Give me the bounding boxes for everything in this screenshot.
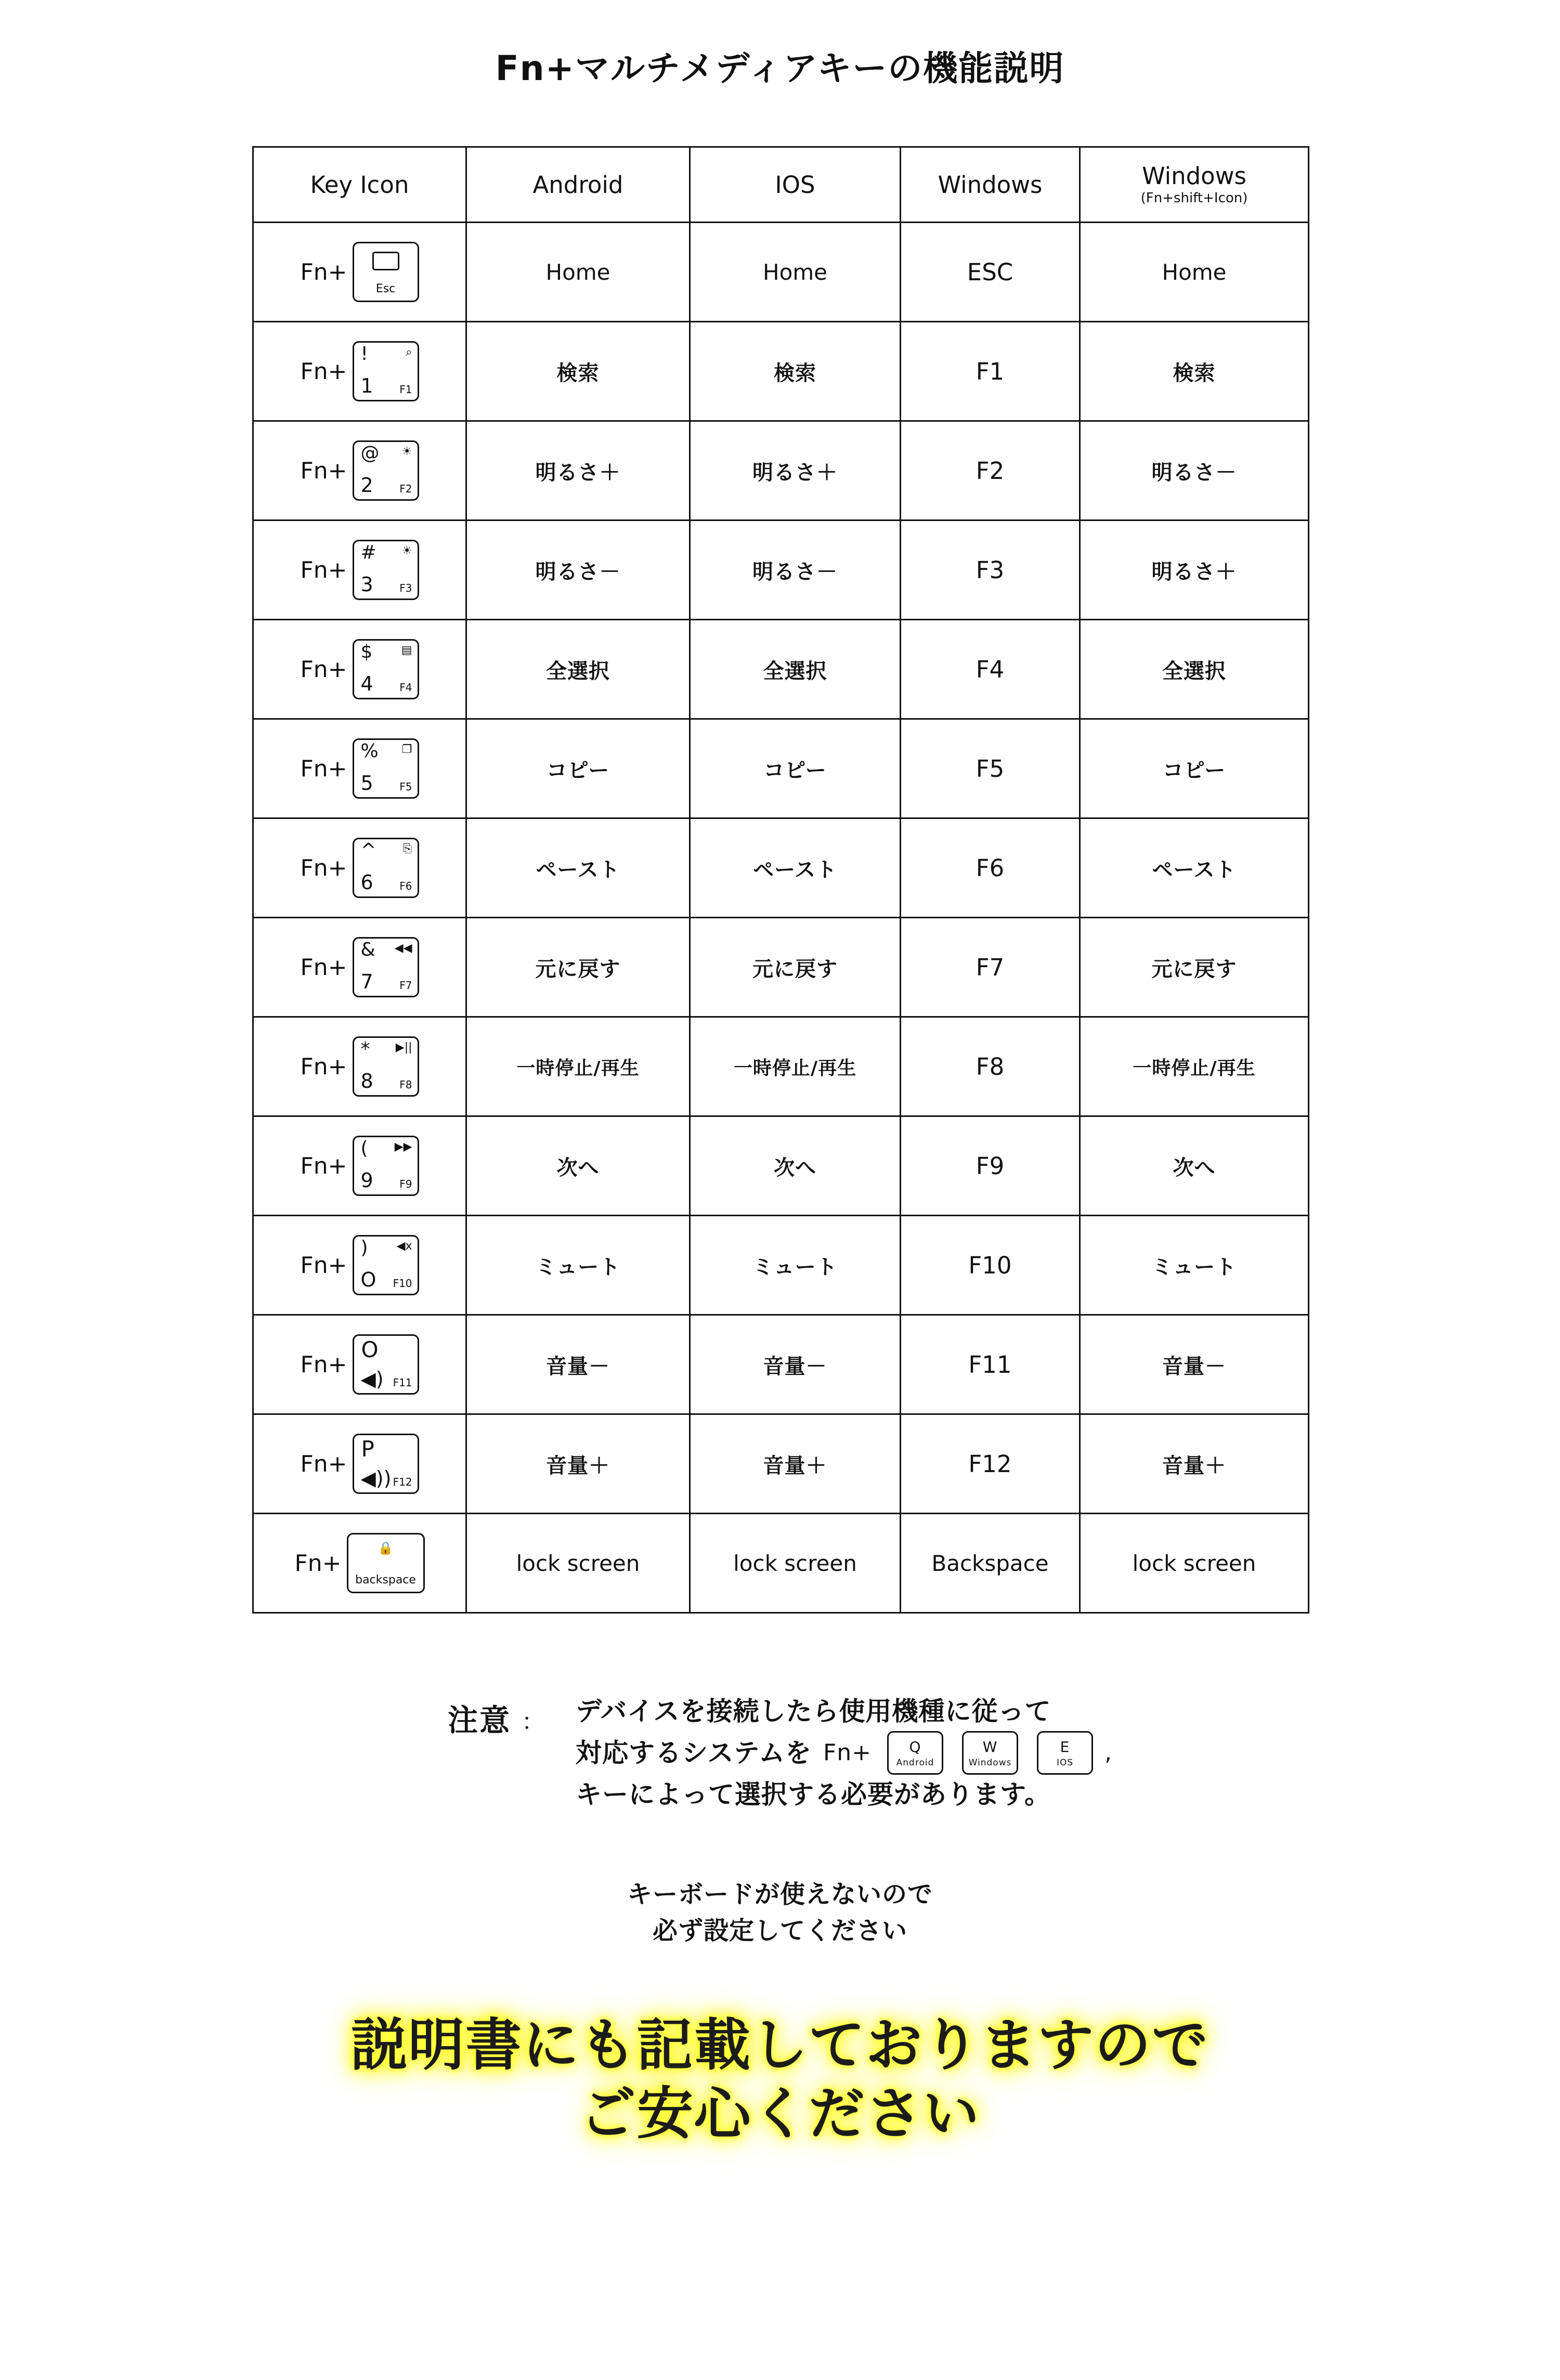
banner-line-1: 説明書にも記載しておりますので	[350, 2013, 1209, 2078]
table-row	[253, 918, 1309, 1017]
minikey-android-char: Q	[909, 1738, 921, 1755]
keycap-1	[353, 341, 419, 401]
android-value: Home	[466, 223, 690, 322]
windows-shift-value: lock screen	[1080, 1514, 1309, 1613]
keycap-base-char: 4	[360, 672, 373, 695]
keycap-base-char: O	[361, 1337, 379, 1362]
keycap-fkey: F12	[393, 1476, 412, 1488]
fn-label: Fn+	[300, 1450, 347, 1477]
previous-track-icon: ◀◀	[394, 942, 412, 955]
key-function-table	[252, 146, 1309, 1614]
keycap-5	[353, 738, 419, 799]
table-row	[253, 1017, 1309, 1116]
fn-label: Fn+	[294, 1550, 342, 1577]
android-value: 検索	[466, 322, 690, 421]
table-row	[253, 322, 1309, 421]
windows-shift-value: 次へ	[1080, 1116, 1309, 1216]
keycap-8	[353, 1036, 419, 1097]
mute-icon: ◀x	[396, 1240, 412, 1253]
key-icon-cell	[253, 421, 466, 521]
keycap-base-char: 2	[360, 474, 373, 497]
keycap-base-char: O	[360, 1268, 376, 1291]
header-ios: IOS	[690, 147, 901, 223]
android-value: 一時停止/再生	[466, 1017, 690, 1116]
ios-value: 明るさ＋	[690, 421, 901, 521]
keycap-9	[353, 1136, 419, 1196]
windows-value: ESC	[901, 223, 1080, 322]
android-value: lock screen	[466, 1514, 690, 1613]
ios-value: コピー	[690, 719, 901, 818]
table-row	[253, 818, 1309, 918]
table-row	[253, 1116, 1309, 1216]
keycap-fkey: F10	[393, 1277, 412, 1290]
keycap-shift-char: $	[360, 641, 373, 662]
windows-shift-value: 明るさ＋	[1080, 521, 1309, 620]
notice-fn-label: Fn+	[823, 1739, 872, 1766]
ios-value: 音量－	[690, 1315, 901, 1414]
keycap-fkey: F5	[399, 781, 412, 793]
ios-value: 元に戻す	[690, 918, 901, 1017]
ios-value: ペースト	[690, 818, 901, 918]
windows-shift-value: 明るさ－	[1080, 421, 1309, 521]
keycap-esc-label: Esc	[375, 282, 396, 295]
highlight-banner	[0, 2011, 1560, 2149]
windows-value: F6	[901, 818, 1080, 918]
keycap-2	[353, 440, 419, 501]
windows-shift-value: コピー	[1080, 719, 1309, 818]
windows-shift-value: ミュート	[1080, 1216, 1309, 1315]
key-icon-cell	[253, 521, 466, 620]
key-icon-cell	[253, 1414, 466, 1514]
android-value: 全選択	[466, 620, 690, 719]
keycap-fkey: F11	[393, 1376, 412, 1389]
search-icon: ⌕	[406, 346, 412, 359]
header-windows: Windows	[901, 147, 1080, 223]
keycap-shift-char: !	[360, 343, 368, 365]
keycap-o	[353, 1334, 419, 1395]
keycap-base-char: 5	[360, 772, 373, 795]
android-value: 音量－	[466, 1315, 690, 1414]
android-value: 次へ	[466, 1116, 690, 1216]
fn-label: Fn+	[300, 556, 347, 583]
keycap-fkey: F9	[399, 1178, 412, 1190]
play-pause-icon: ▶||	[395, 1041, 412, 1054]
minikey-android	[887, 1731, 943, 1775]
minikey-android-label: Android	[896, 1758, 934, 1768]
windows-value: F9	[901, 1116, 1080, 1216]
keycap-base-char: 6	[360, 871, 373, 894]
ios-value: lock screen	[690, 1514, 901, 1613]
fn-label: Fn+	[300, 854, 347, 881]
android-value: 音量＋	[466, 1414, 690, 1514]
subnote-line-1: キーボードが使えないので	[627, 1880, 933, 1909]
windows-shift-value: Home	[1080, 223, 1309, 322]
keycap-shift-char: %	[360, 740, 379, 762]
keycap-shift-char: @	[360, 443, 380, 464]
brightness-down-icon: ☀	[401, 544, 412, 557]
keycap-fkey: F8	[399, 1078, 412, 1091]
minikey-windows-char: W	[982, 1738, 998, 1755]
keycap-p	[353, 1434, 419, 1494]
android-value: 元に戻す	[466, 918, 690, 1017]
minikey-ios	[1037, 1731, 1093, 1775]
key-icon-cell	[253, 322, 466, 421]
keycap-shift-char: )	[360, 1237, 368, 1258]
windows-shift-value: 元に戻す	[1080, 918, 1309, 1017]
ios-value: 全選択	[690, 620, 901, 719]
key-icon-cell	[253, 1017, 466, 1116]
keycap-shift-char: &	[360, 939, 375, 960]
page-title: Fn+マルチメディアキーの機能説明	[495, 48, 1065, 88]
fn-label: Fn+	[300, 1152, 347, 1179]
table-header-row	[253, 147, 1309, 223]
keycap-backspace	[347, 1533, 425, 1593]
windows-value: F4	[901, 620, 1080, 719]
ios-value: 一時停止/再生	[690, 1017, 901, 1116]
windows-value: F8	[901, 1017, 1080, 1116]
keycap-shift-char: #	[360, 542, 376, 563]
ios-value: 明るさ－	[690, 521, 901, 620]
notice-body	[576, 1692, 1112, 1814]
windows-value: Backspace	[901, 1514, 1080, 1613]
header-key-icon: Key Icon	[253, 147, 466, 223]
keycap-shift-char: *	[360, 1038, 370, 1060]
rectangle-outline-icon	[372, 252, 399, 270]
volume-up-icon: ◀))	[360, 1467, 392, 1490]
table-row	[253, 620, 1309, 719]
notice-colon: ：	[521, 1709, 544, 1735]
key-function-table-wrap	[252, 146, 1308, 1614]
key-icon-cell	[253, 1116, 466, 1216]
keycap-6	[353, 838, 419, 898]
keycap-backspace-label: backspace	[355, 1573, 416, 1586]
fn-label: Fn+	[300, 457, 347, 484]
keycap-base-char: 8	[360, 1070, 373, 1093]
windows-value: F11	[901, 1315, 1080, 1414]
table-row	[253, 1514, 1309, 1613]
header-windows-shift-main: Windows	[1142, 162, 1246, 190]
header-android: Android	[466, 147, 690, 223]
keycap-esc	[353, 242, 419, 302]
android-value: 明るさ＋	[466, 421, 690, 521]
keycap-fkey: F6	[399, 880, 412, 892]
keycap-base-char: P	[361, 1436, 374, 1462]
notice-line-3: キーによって選択する必要があります。	[575, 1779, 1051, 1810]
windows-shift-value: 音量－	[1080, 1315, 1309, 1414]
banner-line-2: ご安心ください	[579, 2081, 980, 2147]
android-value: ミュート	[466, 1216, 690, 1315]
key-icon-cell	[253, 1216, 466, 1315]
select-all-icon: ▤	[401, 644, 412, 657]
fn-label: Fn+	[300, 258, 347, 285]
keycap-fkey: F1	[399, 383, 412, 396]
windows-shift-value: ペースト	[1080, 818, 1309, 918]
copy-icon: ❐	[401, 743, 412, 756]
fn-label: Fn+	[300, 1252, 347, 1279]
table-row	[253, 1414, 1309, 1514]
volume-down-icon: ◀)	[360, 1368, 384, 1390]
table-row	[253, 421, 1309, 521]
keycap-fkey: F7	[399, 979, 412, 992]
windows-value: F5	[901, 719, 1080, 818]
table-row	[253, 223, 1309, 322]
windows-shift-value: 音量＋	[1080, 1414, 1309, 1514]
keycap-base-char: 9	[360, 1169, 373, 1192]
ios-value: Home	[690, 223, 901, 322]
android-value: 明るさ－	[466, 521, 690, 620]
minikey-ios-char: E	[1060, 1738, 1070, 1755]
lock-icon: 🔒	[378, 1541, 394, 1555]
keycap-0	[353, 1235, 419, 1295]
paste-icon: ⎘	[402, 842, 412, 855]
notice-label: 注意	[447, 1702, 511, 1738]
fn-label: Fn+	[300, 358, 347, 385]
table-row	[253, 719, 1309, 818]
key-icon-cell	[253, 818, 466, 918]
minikey-ios-label: IOS	[1056, 1758, 1074, 1768]
notice-line-2-text: 対応するシステムを	[575, 1738, 812, 1768]
windows-value: F1	[901, 322, 1080, 421]
notice-comma: ,	[1104, 1739, 1113, 1766]
table-row	[253, 1216, 1309, 1315]
ios-value: 音量＋	[690, 1414, 901, 1514]
subnote-line-2: 必ず設定してください	[652, 1916, 907, 1945]
key-icon-cell	[253, 1514, 466, 1613]
keycap-base-char: 3	[360, 573, 373, 596]
fn-label: Fn+	[300, 1053, 347, 1080]
minikey-windows	[962, 1731, 1018, 1775]
brightness-up-icon: ☀	[401, 445, 412, 458]
notice-line-2	[576, 1731, 1112, 1775]
key-icon-cell	[253, 719, 466, 818]
table-row	[253, 1315, 1309, 1414]
android-value: ペースト	[466, 818, 690, 918]
minikey-windows-label: Windows	[968, 1758, 1012, 1768]
header-windows-shift-sub: (Fn+shift+Icon)	[1140, 190, 1248, 206]
subnote	[0, 1877, 1560, 1949]
windows-shift-value: 一時停止/再生	[1080, 1017, 1309, 1116]
windows-value: F12	[901, 1414, 1080, 1514]
keycap-base-char: 7	[360, 970, 373, 993]
keycap-fkey: F2	[399, 483, 412, 495]
next-track-icon: ▶▶	[394, 1140, 412, 1153]
windows-value: F3	[901, 521, 1080, 620]
notice-section	[0, 1692, 1560, 1814]
key-icon-cell	[253, 223, 466, 322]
fn-label: Fn+	[300, 954, 347, 981]
keycap-4	[353, 639, 419, 699]
notice-line-1: デバイスを接続したら使用機種に従って	[575, 1696, 1051, 1726]
windows-shift-value: 全選択	[1080, 620, 1309, 719]
keycap-7	[353, 937, 419, 997]
key-icon-cell	[253, 1315, 466, 1414]
windows-value: F2	[901, 421, 1080, 521]
keycap-fkey: F3	[399, 582, 412, 594]
key-icon-cell	[253, 918, 466, 1017]
header-windows-shift	[1080, 147, 1309, 223]
keycap-base-char: 1	[360, 374, 373, 397]
keycap-fkey: F4	[399, 681, 412, 694]
table-row	[253, 521, 1309, 620]
keycap-shift-char: ^	[360, 840, 376, 861]
ios-value: 次へ	[690, 1116, 901, 1216]
android-value: コピー	[466, 719, 690, 818]
windows-shift-value: 検索	[1080, 322, 1309, 421]
ios-value: ミュート	[690, 1216, 901, 1315]
fn-label: Fn+	[300, 656, 347, 683]
windows-value: F7	[901, 918, 1080, 1017]
ios-value: 検索	[690, 322, 901, 421]
windows-value: F10	[901, 1216, 1080, 1315]
fn-label: Fn+	[300, 1351, 347, 1378]
keycap-shift-char: (	[360, 1138, 368, 1159]
key-icon-cell	[253, 620, 466, 719]
keycap-3	[353, 540, 419, 600]
fn-label: Fn+	[300, 755, 347, 782]
